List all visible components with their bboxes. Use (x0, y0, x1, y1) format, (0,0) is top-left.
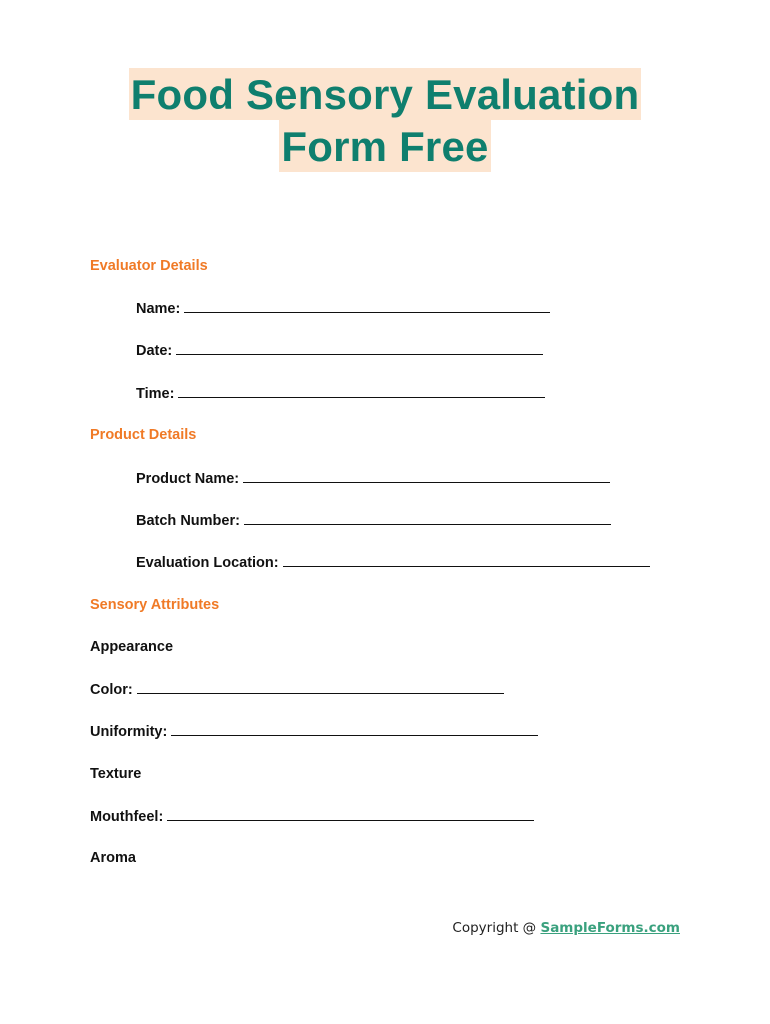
batch-number-label: Batch Number: (136, 513, 240, 529)
section-heading-evaluator: Evaluator Details (90, 258, 208, 274)
evaluation-location-input-line[interactable] (283, 554, 650, 567)
page-title (0, 68, 770, 172)
time-field (136, 385, 545, 402)
time-input-line[interactable] (178, 385, 545, 398)
name-field (136, 300, 550, 317)
name-label: Name: (136, 301, 181, 317)
appearance-heading: Appearance (90, 639, 174, 655)
product-name-label: Product Name: (136, 471, 240, 487)
date-label: Date: (136, 343, 173, 359)
mouthfeel-field (90, 808, 534, 825)
uniformity-label: Uniformity: (90, 724, 168, 740)
sampleforms-link[interactable]: SampleForms.com (540, 920, 680, 936)
color-label: Color: (90, 682, 133, 698)
mouthfeel-input-line[interactable] (167, 808, 534, 821)
date-input-line[interactable] (176, 342, 543, 355)
uniformity-input-line[interactable] (171, 723, 538, 736)
aroma-heading: Aroma (90, 850, 136, 866)
date-field (136, 342, 543, 359)
texture-heading: Texture (90, 766, 142, 782)
product-name-input-line[interactable] (243, 470, 610, 483)
evaluation-location-label: Evaluation Location: (136, 555, 279, 571)
color-field (90, 681, 504, 698)
batch-number-field (136, 512, 611, 529)
name-input-line[interactable] (184, 300, 550, 313)
evaluation-location-field (136, 554, 650, 571)
mouthfeel-label: Mouthfeel: (90, 809, 164, 825)
batch-number-input-line[interactable] (244, 512, 611, 525)
copyright-prefix: Copyright @ (452, 920, 541, 936)
time-label: Time: (136, 386, 175, 402)
color-input-line[interactable] (137, 681, 504, 694)
title-line-2: Form Free (279, 120, 490, 172)
title-line-1: Food Sensory Evaluation (129, 68, 642, 120)
section-heading-sensory: Sensory Attributes (90, 597, 220, 613)
uniformity-field (90, 723, 538, 740)
product-name-field (136, 470, 610, 487)
section-heading-product: Product Details (90, 427, 197, 443)
copyright-footer (0, 920, 680, 936)
